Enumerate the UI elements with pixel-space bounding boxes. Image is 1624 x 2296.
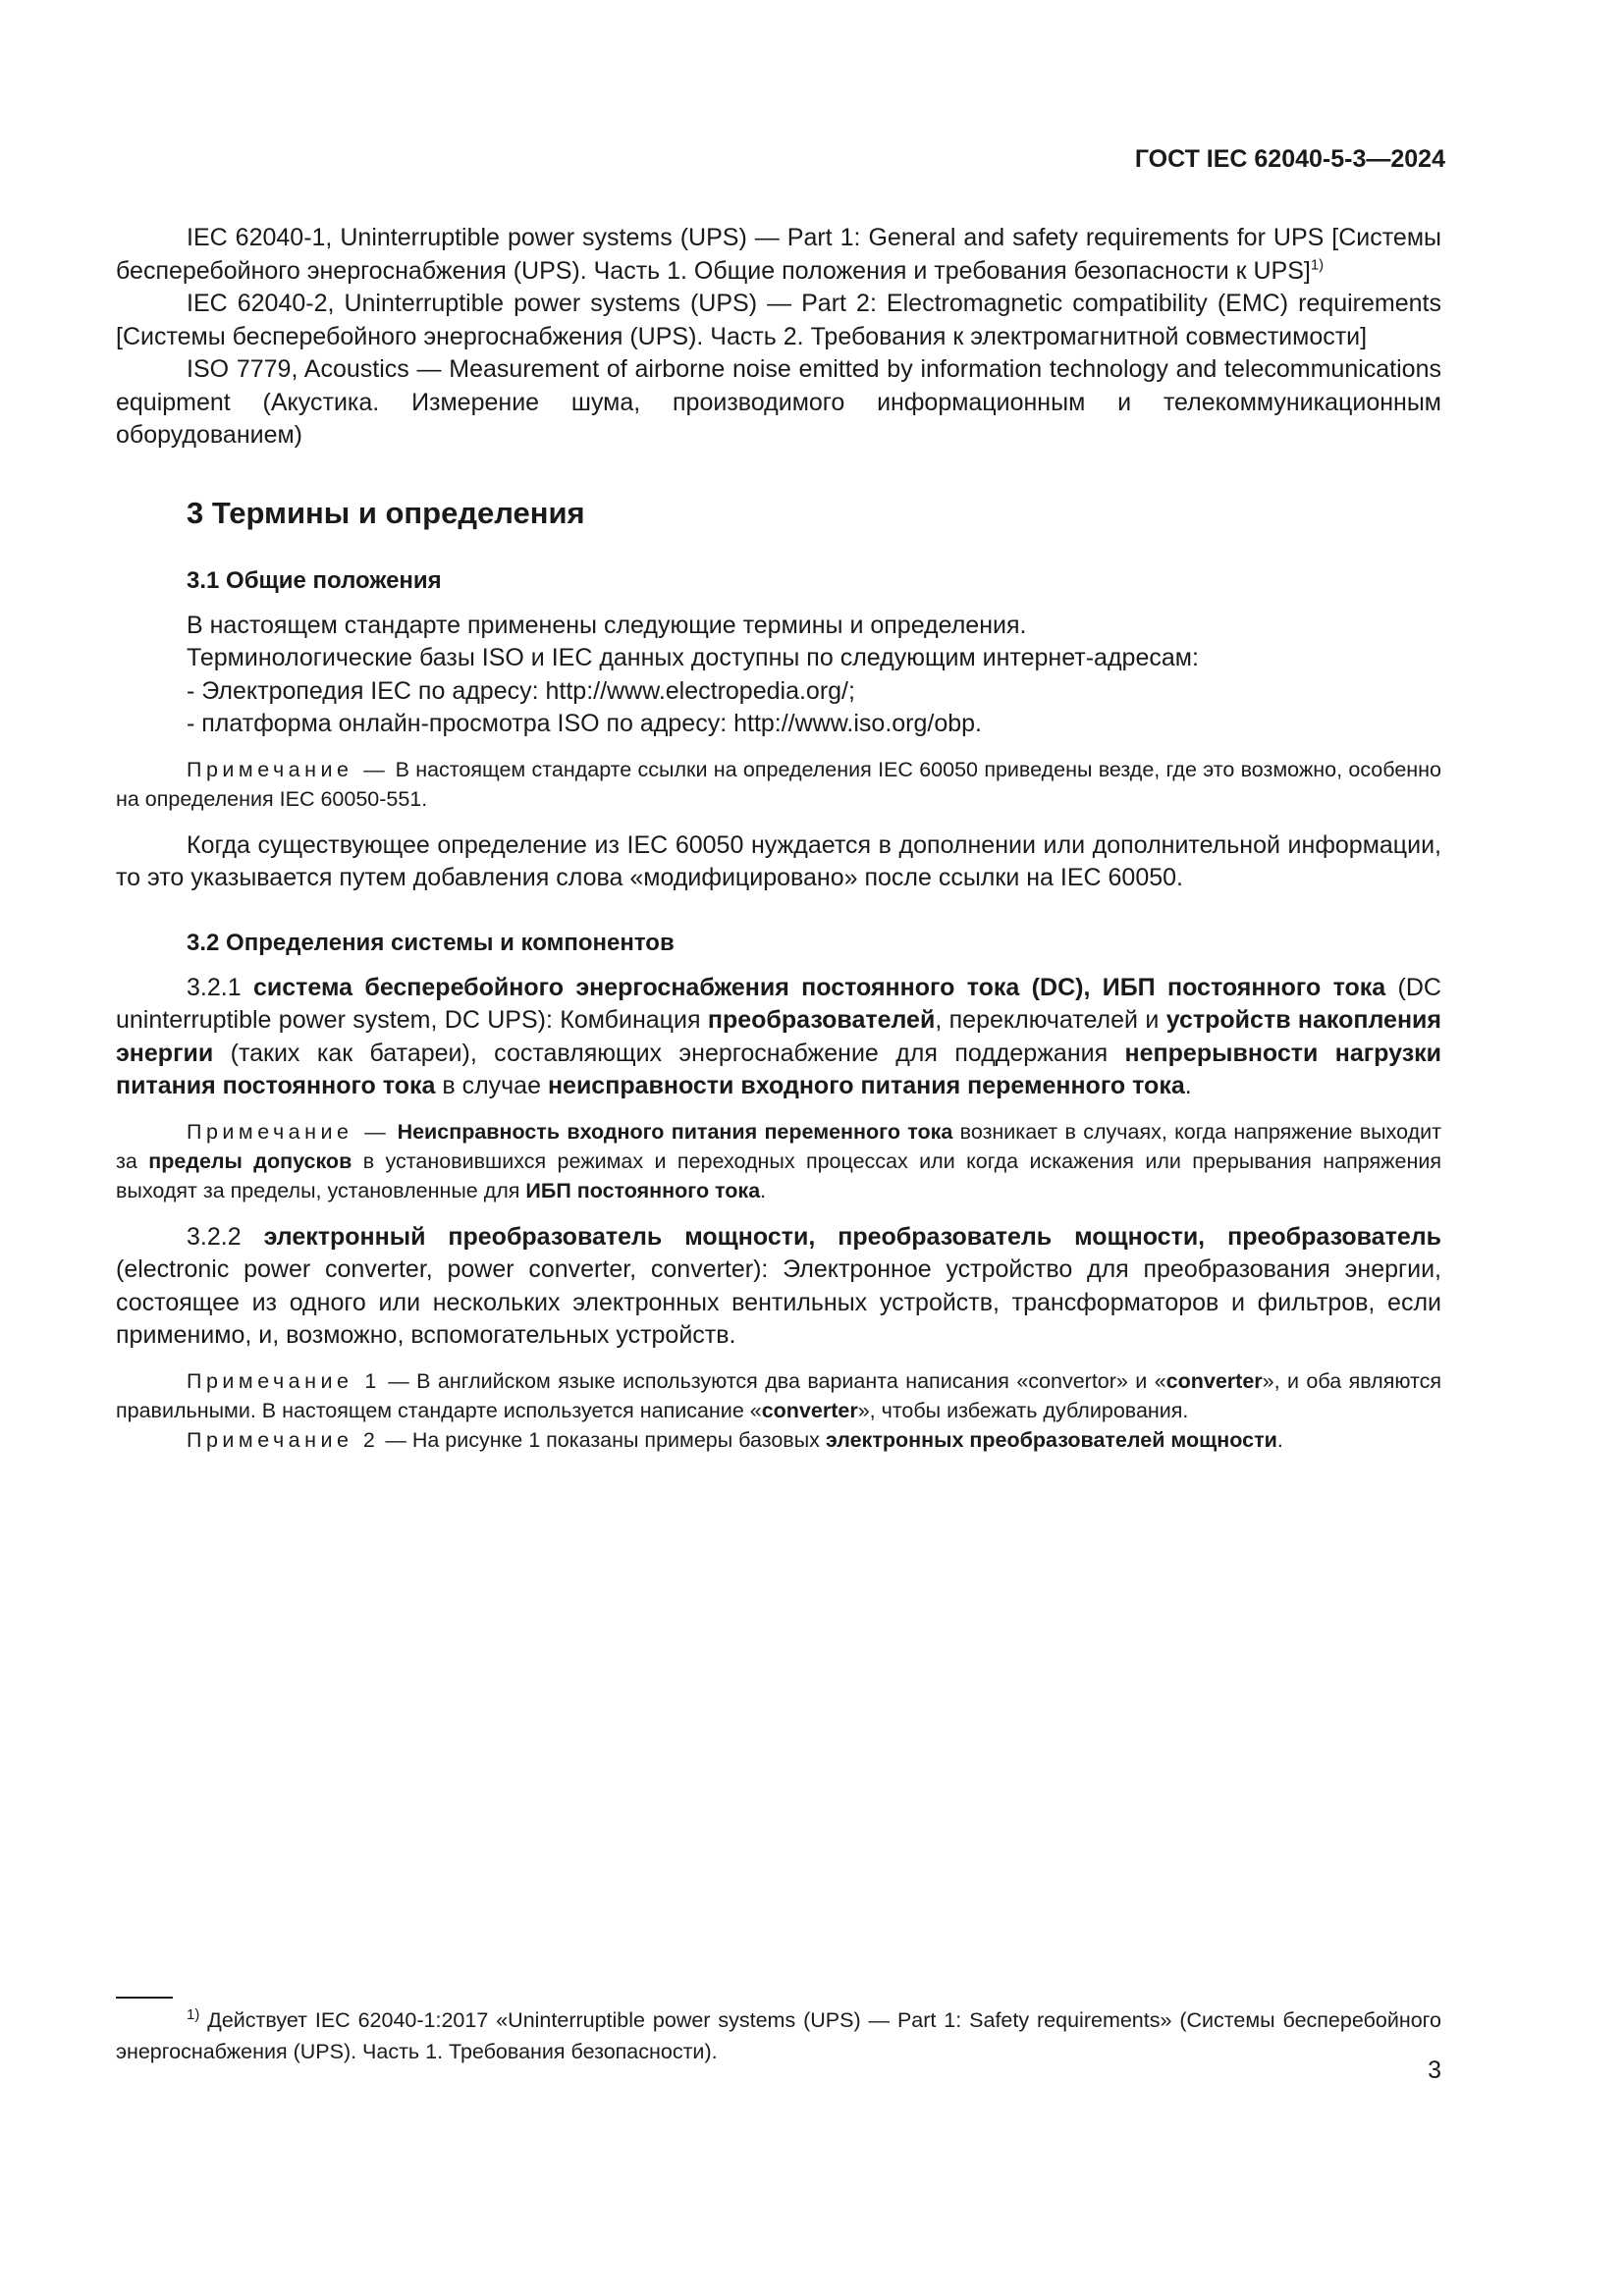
term: электронный преобразователь мощности, преобразователь мощности, преобразователь (263, 1222, 1441, 1251)
list-item: - Электропедия IEC по адресу: http://www.electropedia.org/; (187, 676, 855, 705)
paragraph: В настоящем стандарте применены следующие термины и определения. (187, 611, 1027, 639)
note: Примечание 1 — В английском языке используются два варианта написания «convertor» и «converter», и оба являются правильными. В настоящем стандарте используется написание «converter», чтобы избежать дублирования. (116, 1368, 1441, 1422)
reference-item: ISO 7779, Acoustics — Measurement of airborne noise emitted by information technology and telecommunications equipment (Акустика. Измерение шума, производимого информационным и телекоммуникационным оборудованием) (116, 355, 1441, 449)
footnote: $^{1)}$ Действует IEC 62040-1:2017 «Uninterruptible power systems (UPS) — Part 1: Safety requirements» (Системы бесперебойного энергоснабжения (UPS). Часть 1. Требования безопасности). (116, 2005, 1441, 2063)
note-label: Примечание 2 (187, 1427, 380, 1452)
term: система бесперебойного энергоснабжения постоянного тока (DC), ИБП постоянного тока (252, 973, 1386, 1001)
term-definition: 3.2.1 система бесперебойного энергоснабжения постоянного тока (DC), ИБП постоянного тока (DC uninterruptible power system, DC UPS): Комбинация преобразователей, переключателей и устройств накопления энергии (таких как батареи), составляющих энергоснабжение для поддержания непрерывности нагрузки питания постоянного тока в случае неисправности входного питания переменного тока. (116, 973, 1442, 1099)
footnote-mark[interactable]: 1) (1310, 256, 1325, 274)
paragraph: Когда существующее определение из IEC 60050 нуждается в дополнении или дополнительной информации, то это указывается путем добавления слова «модифицировано» после ссылки на IEC 60050. (116, 830, 1441, 891)
note: Примечание — Неисправность входного питания переменного тока возникает в случаях, когда напряжение выходит за пределы допусков в установившихся режимах и переходных процессах или когда искажения или прерывания напряжения выходят за пределы, установленные для ИБП постоянного тока. (116, 1119, 1442, 1202)
reference-item: IEC 62040-1, Uninterruptible power systems (UPS) — Part 1: General and safety requirements for UPS [Системы бесперебойного энергоснабжения (UPS). Часть 1. Общие положения и требования безопасности к UPS]$^{1)}$ (116, 224, 1441, 285)
note-label: Примечание — (187, 757, 390, 781)
reference-item: IEC 62040-2, Uninterruptible power systems (UPS) — Part 2: Electromagnetic compatibility (EMC) requirements [Системы бесперебойного энергоснабжения (UPS). Часть 2. Требования к электромагнитной совместимости] (116, 290, 1441, 350)
term-definition: 3.2.2 электронный преобразователь мощности, преобразователь мощности, преобразователь (electronic power converter, power converter, converter): Электронное устройство для преобразования энергии, состоящее из одного или нескольких электронных вентильных устройств, трансформаторов и фильтров, если применимо, и, возможно, вспомогательных устройств. (116, 1222, 1441, 1349)
subsection-heading: 3.2 Определения системы и компонентов (187, 929, 675, 956)
footnote-separator (116, 1997, 173, 1999)
note: Примечание — В настоящем стандарте ссылки на определения IEC 60050 приведены везде, где это возможно, особенно на определения IEC 60050-551. (116, 757, 1441, 811)
section-heading: 3 Термины и определения (187, 495, 585, 530)
page-number: 3 (1428, 2056, 1441, 2084)
document-code-header: ГОСТ IEC 62040-5-3—2024 (1134, 145, 1445, 173)
subsection-heading: 3.1 Общие положения (187, 566, 442, 594)
note-label: Примечание 1 (187, 1368, 381, 1393)
note-label: Примечание — (187, 1119, 391, 1144)
page-body (116, 222, 1441, 1455)
paragraph: Терминологические базы ISO и IEC данных доступны по следующим интернет-адресам: (187, 644, 1199, 671)
list-item: - платформа онлайн-просмотра ISO по адресу: http://www.iso.org/obp. (187, 710, 982, 737)
note: Примечание 2 — На рисунке 1 показаны примеры базовых электронных преобразователей мощности. (187, 1427, 1283, 1452)
